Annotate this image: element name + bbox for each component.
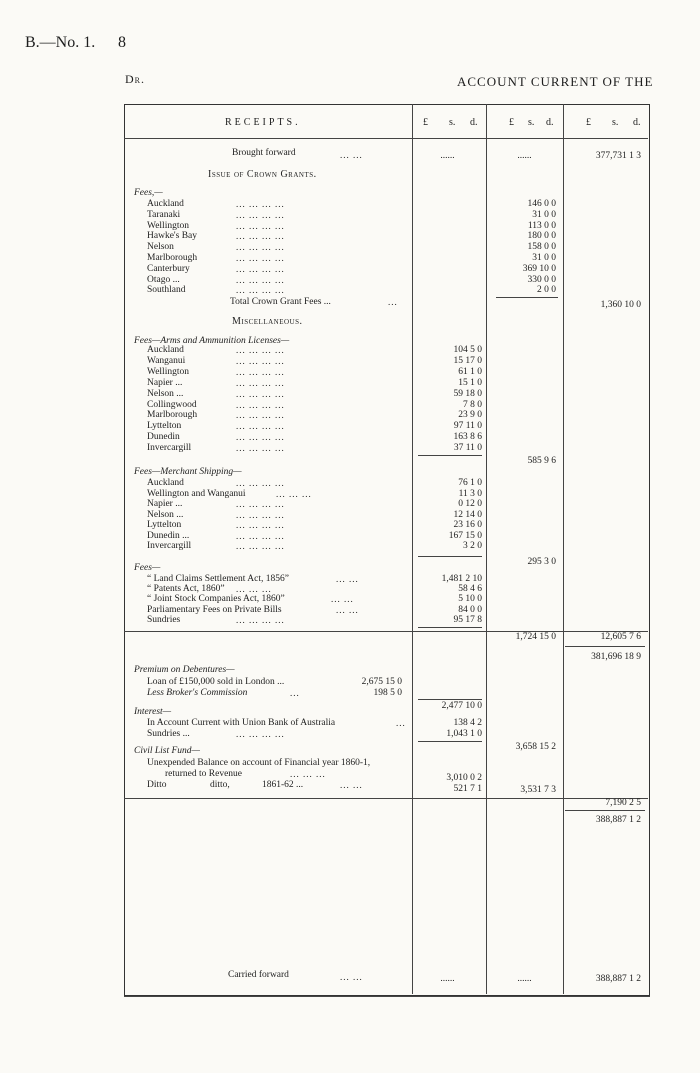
ledger-item-name: “ Patents Act, 1860” xyxy=(147,584,225,595)
col1-pence: d. xyxy=(470,117,478,128)
leader-dots: ... ... ... ... xyxy=(236,366,285,377)
leader-dots: ... xyxy=(388,297,398,307)
ledger-item-amount: 23 16 0 xyxy=(453,520,482,530)
ledger-item-name: Napier ... xyxy=(147,499,183,509)
document-reference: B.—No. 1. xyxy=(25,34,96,51)
ledger-item-name: In Account Current with Union Bank of Australia xyxy=(147,718,336,728)
ledger-item-name: Parliamentary Fees on Private Bills xyxy=(147,604,282,615)
col3-pounds: £ xyxy=(586,117,591,128)
col1-shillings: s. xyxy=(449,117,456,128)
debit-label: Dr. xyxy=(125,72,146,86)
account-title: ACCOUNT CURRENT OF THE xyxy=(457,74,654,89)
ledger-item-name: Sundries ... xyxy=(147,729,190,739)
ledger-item-name: “ Joint Stock Companies Act, 1860” xyxy=(147,594,285,605)
leader-dots: ... ... ... ... xyxy=(236,520,285,530)
ledger-item-name: Southland xyxy=(147,285,186,296)
leader-dots: ... ... ... ... xyxy=(236,478,285,488)
less-commission-label: Less Broker's Commission xyxy=(147,688,248,698)
leader-dots: ... ... ... ... xyxy=(236,399,285,410)
ledger-item-name: Wanganui xyxy=(147,355,186,366)
leader-dots: ... ... ... ... xyxy=(236,614,285,625)
ditto-2-label: ditto, xyxy=(210,780,230,790)
miscellaneous-total: 12,605 7 6 xyxy=(600,632,641,642)
merchant-shipping-total: 295 3 0 xyxy=(527,557,556,567)
ledger-item-name: Auckland xyxy=(147,478,184,488)
ledger-item-amount: 2 0 0 xyxy=(537,285,556,296)
leader-dots: ... ... xyxy=(331,594,354,605)
leader-dots: ... ... ... xyxy=(276,488,312,499)
interest-label: Interest— xyxy=(134,707,172,717)
page-number: 8 xyxy=(118,34,126,51)
civil-list-amount-2: 521 7 1 xyxy=(453,784,482,794)
ledger-item-name: Nelson ... xyxy=(147,388,184,399)
carried-forward-label: Carried forward xyxy=(228,970,289,980)
leader-dots: ... ... xyxy=(336,604,359,615)
ledger-item-amount: 97 11 0 xyxy=(453,421,482,432)
ledger-item-amount: 330 0 0 xyxy=(527,274,556,285)
acts-fees-total: 1,724 15 0 xyxy=(515,632,556,642)
ditto-label: Ditto xyxy=(147,780,167,790)
ledger-item-amount: 23 9 0 xyxy=(458,410,482,421)
arms-licenses-label: Fees—Arms and Ammunition Licenses— xyxy=(134,336,290,346)
ledger-item-name: Marlborough xyxy=(147,410,198,421)
leader-dots: ... ... ... ... xyxy=(236,355,285,366)
ledger-item-amount: 1,043 1 0 xyxy=(446,729,482,739)
debentures-label: Premium on Debentures— xyxy=(134,665,235,675)
ledger-item-name: Invercargill xyxy=(147,443,192,454)
ledger-item-amount: 180 0 0 xyxy=(527,231,556,242)
ledger-item-amount: 37 11 0 xyxy=(453,443,482,454)
leader-dots: ... ... xyxy=(336,574,359,584)
ledger-item-amount: 31 0 0 xyxy=(532,253,556,263)
year-label: 1861-62 ... xyxy=(262,780,304,790)
col2-pence: d. xyxy=(546,117,554,128)
col3-pence: d. xyxy=(633,117,641,128)
carried-forward-col1: ...... xyxy=(440,974,455,984)
leader-dots: ... ... ... ... xyxy=(236,274,285,285)
merchant-shipping-label: Fees—Merchant Shipping— xyxy=(134,467,242,477)
ledger-item-amount: 11 3 0 xyxy=(458,488,482,499)
ledger-item-name: Hawke's Bay xyxy=(147,231,197,242)
ledger-item-name: Napier ... xyxy=(147,377,183,388)
ledger-item-name: Invercargill xyxy=(147,541,192,551)
ledger-item-name: Wellington xyxy=(147,220,189,231)
civil-list-label: Civil List Fund— xyxy=(134,746,200,756)
leader-dots: ... ... ... ... xyxy=(236,345,285,355)
unexpended-balance-line: Unexpended Balance on account of Financial year 1860-1, xyxy=(147,758,371,768)
leader-dots: ... ... ... xyxy=(236,584,272,595)
brought-forward-col1: ...... xyxy=(440,151,455,161)
leader-dots: ... ... ... ... xyxy=(236,209,285,220)
ledger-item-amount: 15 1 0 xyxy=(458,377,482,388)
brought-forward-col2: ...... xyxy=(517,151,532,161)
ledger-item-name: Nelson ... xyxy=(147,509,184,520)
ledger-item-amount: 163 8 6 xyxy=(453,432,482,443)
less-commission-amount: 198 5 0 xyxy=(373,688,402,698)
leader-dots: ... ... xyxy=(340,972,363,982)
brought-forward-label: Brought forward xyxy=(232,148,296,158)
leader-dots: ... ... ... ... xyxy=(236,242,285,253)
ledger-item-amount: 31 0 0 xyxy=(532,209,556,220)
leader-dots: ... ... ... ... xyxy=(236,432,285,443)
leader-dots: ... ... ... ... xyxy=(236,509,285,520)
ledger-item-amount: 3 2 0 xyxy=(463,541,482,551)
leader-dots: ... ... ... ... xyxy=(236,253,285,263)
ledger-item-name: “ Land Claims Settlement Act, 1856” xyxy=(147,574,289,584)
col2-pounds: £ xyxy=(509,117,514,128)
ledger-item-amount: 59 18 0 xyxy=(453,388,482,399)
leader-dots: ... ... xyxy=(340,150,363,160)
leader-dots: ... ... ... ... xyxy=(236,220,285,231)
ledger-item-name: Taranaki xyxy=(147,209,181,220)
leader-dots: ... ... ... ... xyxy=(236,530,285,541)
ledger-item-name: Wellington xyxy=(147,366,189,377)
ledger-item-name: Canterbury xyxy=(147,263,190,274)
ledger-item-amount: 0 12 0 xyxy=(458,499,482,509)
ledger-item-amount: 95 17 8 xyxy=(453,614,482,625)
subtotal: 381,696 18 9 xyxy=(591,652,641,662)
ledger-item-amount: 5 10 0 xyxy=(458,594,482,605)
ledger-item-amount: 104 5 0 xyxy=(453,345,482,355)
ledger-item-name: Lyttelton xyxy=(147,520,182,530)
fees-label: Fees,— xyxy=(134,188,163,198)
ledger-item-amount: 1,481 2 10 xyxy=(441,574,482,584)
leader-dots: ... ... ... ... xyxy=(236,388,285,399)
leader-dots: ... ... ... ... xyxy=(236,199,285,209)
leader-dots: ... ... ... ... xyxy=(236,410,285,421)
leader-dots: ... ... ... xyxy=(290,769,326,779)
leader-dots: ... ... ... ... xyxy=(236,729,285,739)
leader-dots: ... ... ... ... xyxy=(236,285,285,296)
leader-dots: ... xyxy=(396,718,406,728)
ledger-item-name: Dunedin ... xyxy=(147,530,190,541)
carried-forward-total: 388,887 1 2 xyxy=(595,974,641,984)
miscellaneous-heading: Miscellaneous. xyxy=(232,316,303,327)
ledger-item-amount: 146 0 0 xyxy=(527,199,556,209)
civil-list-amount-1: 3,010 0 2 xyxy=(446,773,482,783)
debentures-net: 2,477 10 0 xyxy=(441,701,482,711)
ledger-item-name: Otago ... xyxy=(147,274,180,285)
ledger-item-name: Nelson xyxy=(147,242,174,253)
col2-shillings: s. xyxy=(528,117,535,128)
bottom-rule xyxy=(124,996,650,997)
leader-dots: ... ... xyxy=(340,780,363,790)
ledger-item-name: Auckland xyxy=(147,199,184,209)
ledger-item-amount: 167 15 0 xyxy=(448,530,482,541)
col3-shillings: s. xyxy=(612,117,619,128)
receipts-heading: RECEIPTS. xyxy=(225,117,301,128)
leader-dots: ... ... ... ... xyxy=(236,443,285,454)
loan-label: Loan of £150,000 sold in London ... xyxy=(147,677,285,687)
ledger-item-name: Marlborough xyxy=(147,253,198,263)
ledger-item-amount: 84 0 0 xyxy=(458,604,482,615)
carried-forward-col2: ...... xyxy=(517,974,532,984)
ledger-item-amount: 138 4 2 xyxy=(453,718,482,728)
ledger-item-amount: 76 1 0 xyxy=(458,478,482,488)
loan-amount: 2,675 15 0 xyxy=(361,677,402,687)
ledger-item-name: Lyttelton xyxy=(147,421,182,432)
ledger-item-amount: 113 0 0 xyxy=(527,220,556,231)
leader-dots: ... ... ... ... xyxy=(236,263,285,274)
ledger-item-name: Auckland xyxy=(147,345,184,355)
leader-dots: ... ... ... ... xyxy=(236,231,285,242)
ledger-item-amount: 58 4 6 xyxy=(458,584,482,595)
ledger-item-name: Wellington and Wanganui xyxy=(147,488,246,499)
ledger-item-name: Sundries xyxy=(147,614,181,625)
total-crown-grant-label: Total Crown Grant Fees ... xyxy=(230,297,331,307)
brought-forward-total: 377,731 1 3 xyxy=(595,151,641,161)
ledger-item-amount: 61 1 0 xyxy=(458,366,482,377)
ledger-item-name: Collingwood xyxy=(147,399,197,410)
leader-dots: ... ... ... ... xyxy=(236,499,285,509)
returned-to-revenue-line: returned to Revenue xyxy=(165,769,243,779)
leader-dots: ... xyxy=(290,688,300,698)
leader-dots: ... ... ... ... xyxy=(236,377,285,388)
crown-grant-total: 1,360 10 0 xyxy=(600,300,641,310)
interest-total: 3,658 15 2 xyxy=(515,742,556,752)
leader-dots: ... ... ... ... xyxy=(236,421,285,432)
arms-licenses-total: 585 9 6 xyxy=(527,456,556,466)
ledger-item-name: Dunedin xyxy=(147,432,180,443)
grand-total: 388,887 1 2 xyxy=(595,815,641,825)
ledger-item-amount: 7 8 0 xyxy=(463,399,482,410)
civil-list-total: 3,531 7 3 xyxy=(520,785,556,795)
ledger-item-amount: 12 14 0 xyxy=(453,509,482,520)
crown-grants-heading: Issue of Crown Grants. xyxy=(208,169,317,180)
leader-dots: ... ... ... ... xyxy=(236,541,285,551)
col1-pounds: £ xyxy=(423,117,428,128)
ledger-item-amount: 15 17 0 xyxy=(453,355,482,366)
acts-fees-label: Fees— xyxy=(134,563,161,573)
ledger-item-amount: 369 10 0 xyxy=(522,263,556,274)
ledger-item-amount: 158 0 0 xyxy=(527,242,556,253)
other-receipts-total: 7,190 2 5 xyxy=(605,798,641,808)
